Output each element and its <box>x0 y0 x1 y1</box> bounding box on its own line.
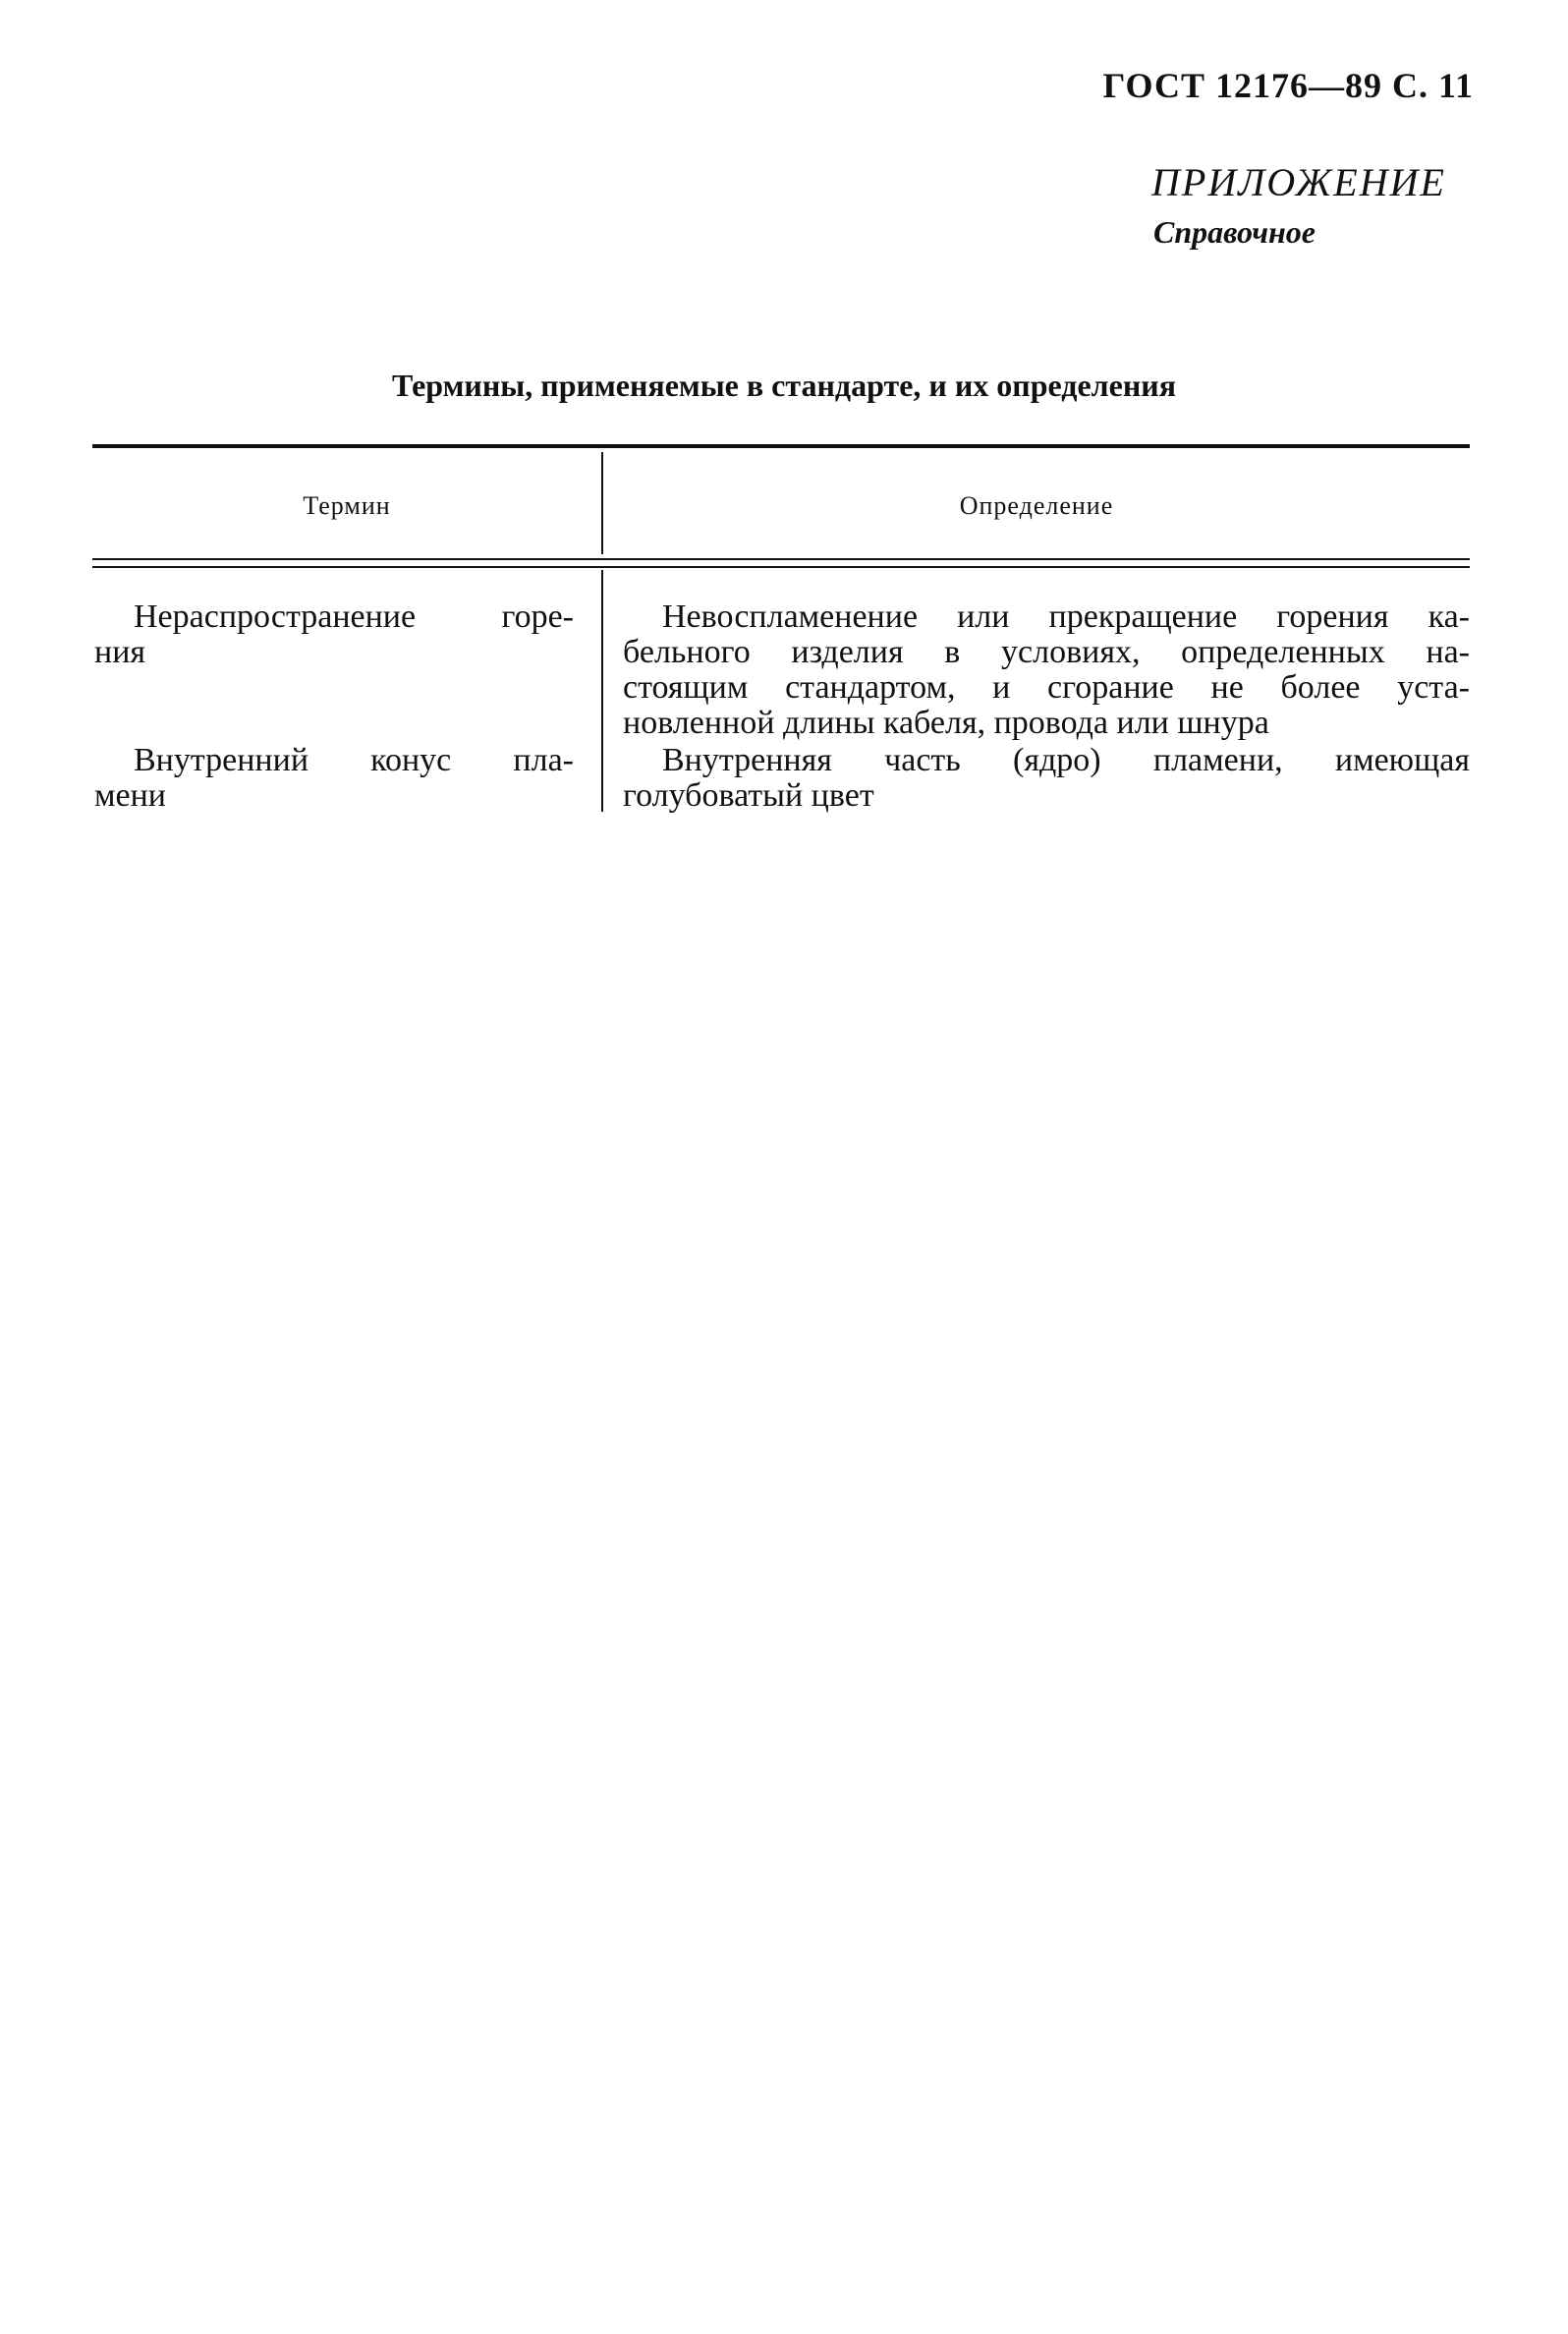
term-line: ния <box>94 634 146 670</box>
table-row-1-term <box>94 599 574 670</box>
definition-line: стоящим стандартом, и сгорание не более уста- <box>623 669 1470 706</box>
definition-line: Невоспламенение или прекращение горения ка- <box>662 598 1470 635</box>
appendix-title: ПРИЛОЖЕНИЕ <box>1151 160 1446 204</box>
table-row-2-term <box>94 743 574 814</box>
definition-line: голубоватый цвет <box>623 777 874 814</box>
table-title: Термины, применяемые в стандарте, и их определения <box>391 368 1177 403</box>
page-header: ГОСТ 12176—89 С. 11 <box>1102 66 1474 105</box>
definition-line: новленной длины кабеля, провода или шнура <box>623 705 1269 741</box>
table-row-2-definition <box>623 743 1470 814</box>
column-header-term: Термин <box>303 491 391 520</box>
header-bottom-rule-double <box>92 566 1470 568</box>
term-line: Нераспространение горе- <box>134 598 574 635</box>
column-header-definition: Определение <box>959 491 1114 520</box>
body-column-divider <box>601 570 603 812</box>
appendix-subtitle: Справочное <box>1153 214 1316 250</box>
table-top-rule <box>92 444 1470 448</box>
definition-line: Внутренняя часть (ядро) пламени, имеющая <box>662 742 1470 778</box>
term-line: мени <box>94 777 166 814</box>
header-bottom-rule <box>92 558 1470 560</box>
table-row-1-definition <box>623 599 1470 741</box>
term-line: Внутренний конус пла- <box>134 742 574 778</box>
definition-line: бельного изделия в условиях, определенных на- <box>623 634 1470 670</box>
